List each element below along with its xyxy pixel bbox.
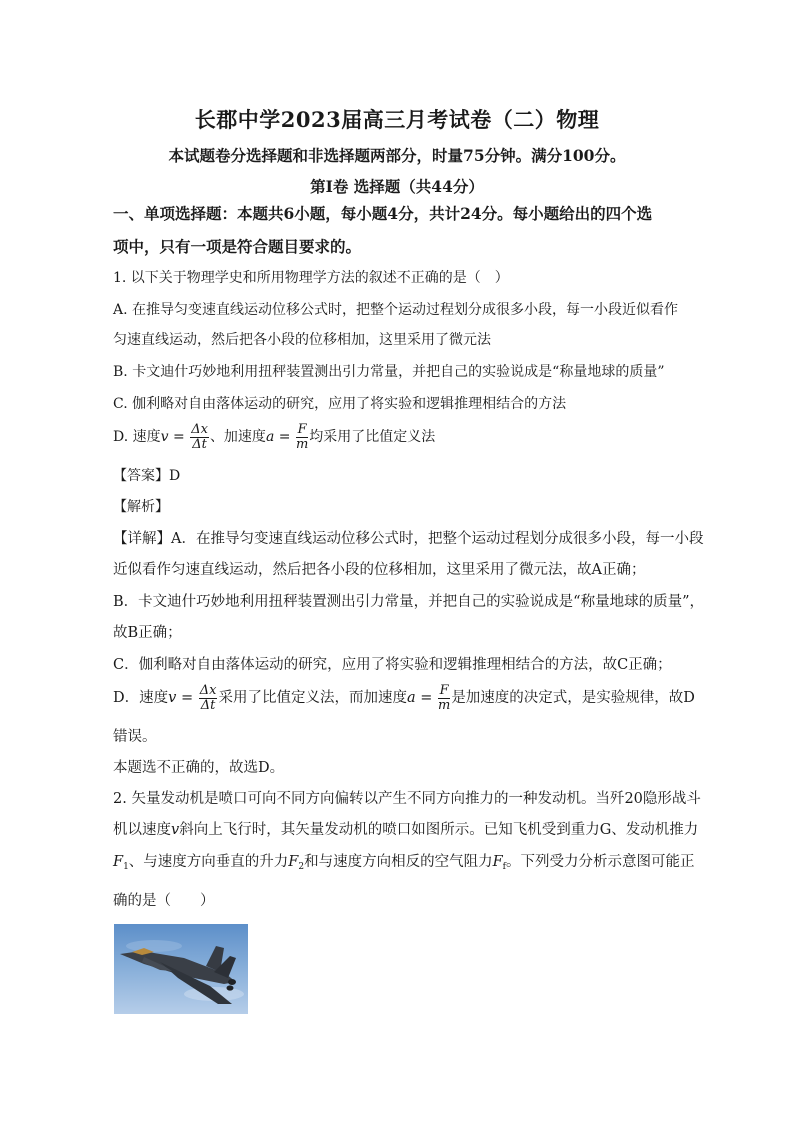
q2-force-Ff-sub: f [502, 862, 506, 872]
fraction-F: F [297, 421, 307, 437]
q2-stem-line1: 2. 矢量发动机是喷口可向不同方向偏转以产生不同方向推力的一种发动机。当歼20隐形战斗 [113, 791, 701, 807]
q1-option-a-line1: A. 在推导匀变速直线运动位移公式时，把整个运动过程划分成很多小段，每一小段近似看作 [113, 302, 679, 318]
q1-option-d-suffix: 均采用了比值定义法 [309, 429, 436, 445]
formula-eq: = [168, 429, 190, 445]
q2-stem-line3 [113, 852, 695, 877]
q2-line3-mid: 、与速度方向垂直的升力 [128, 854, 289, 870]
q2-force-F1-sub: 1 [123, 862, 129, 872]
answer-value: D [169, 468, 181, 484]
q1-analysis-tag: 【解析】 [113, 499, 169, 515]
q1-option-c: C. 伽利略对自由落体运动的研究，应用了将实验和逻辑推理相结合的方法 [113, 396, 567, 412]
q1-conclusion: 本题选不正确的，故选D。 [113, 760, 285, 776]
detail-fraction-F: F [439, 682, 449, 698]
q1-detail-a-line1 [113, 529, 704, 549]
section-heading-line2: 项中，只有一项是符合题目要求的。 [113, 237, 362, 256]
detail-formula-eq-2: = [415, 690, 437, 706]
detail-formula-eq: = [176, 690, 198, 706]
q1-stem: 1. 以下关于物理学史和所用物理学方法的叙述不正确的是（ ） [113, 270, 509, 286]
q2-line3-mid2: 和与速度方向相反的空气阻力 [304, 854, 493, 870]
detail-d-prefix: D．速度 [113, 690, 169, 706]
detail-formula-a: a [406, 690, 416, 706]
q2-force-F1: F [113, 854, 124, 870]
q1-option-b: B. 卡文迪什巧妙地利用扭秤装置测出引力常量，并把自己的实验说成是“称量地球的质量” [113, 364, 665, 380]
fighter-jet-icon [114, 924, 248, 1014]
answer-tag: 【答案】 [113, 468, 169, 484]
q2-stem-line4: 确的是（ ） [113, 893, 215, 909]
formula-v: v [160, 429, 169, 445]
q1-option-d-prefix: D. 速度 [113, 429, 161, 445]
section-heading-line1: 一、单项选择题：本题共6小题，每小题4分，共计24分。每小题给出的四个选 [113, 204, 653, 223]
q2-line2-prefix: 机以速度 [113, 822, 171, 838]
exam-subtitle: 本试题卷分选择题和非选择题两部分，时量75分钟。满分100分。 [168, 146, 626, 165]
q1-detail-b-line1: B．卡文迪什巧妙地利用扭秤装置测出引力常量，并把自己的实验说成是“称量地球的质量”， [113, 594, 704, 610]
j20-fighter-photo [114, 924, 248, 1014]
q2-force-F2: F [288, 854, 299, 870]
q1-detail-d [113, 681, 695, 715]
detail-fraction-acceleration [438, 684, 450, 713]
q2-force-F2-sub: 2 [298, 862, 305, 872]
part-heading: 第Ⅰ卷 选择题（共44分） [310, 177, 484, 196]
detail-formula-v: v [168, 690, 177, 706]
fraction-m: m [295, 436, 309, 452]
formula-eq-2: = [274, 429, 295, 445]
detail-tag: 【详解】 [113, 531, 171, 547]
detail-d-mid: 采用了比值定义法，而加速度 [218, 690, 407, 706]
detail-a-text: A．在推导匀变速直线运动位移公式时，把整个运动过程划分成很多小段，每一小段 [171, 531, 704, 547]
detail-fraction-dx: Δx [199, 682, 217, 698]
q1-detail-d-line2: 错误。 [113, 729, 157, 745]
fraction-dt: Δt [192, 436, 207, 452]
q1-option-a-line2: 匀速直线运动，然后把各小段的位移相加，这里采用了微元法 [113, 332, 491, 348]
q2-velocity-v: v [171, 822, 180, 838]
q2-line3-suffix: 。下列受力分析示意图可能正 [506, 854, 695, 870]
q1-detail-c: C．伽利略对自由落体运动的研究，应用了将实验和逻辑推理相结合的方法，故C正确； [113, 657, 672, 673]
fraction-acceleration [296, 423, 308, 452]
q1-option-d [113, 420, 685, 454]
exam-title: 长郡中学2023届高三月考试卷（二）物理 [194, 107, 600, 132]
fraction-velocity [190, 423, 209, 452]
q2-force-Ff: F [492, 854, 503, 870]
q1-answer [113, 466, 685, 486]
detail-d-suffix: 是加速度的决定式，是实验规律，故D [451, 690, 695, 706]
detail-fraction-m: m [437, 697, 451, 713]
q1-detail-b-line2: 故B正确； [113, 625, 182, 641]
q2-stem-line2 [113, 820, 699, 840]
detail-fraction-dt: Δt [200, 697, 216, 713]
q1-option-d-mid: 、加速度 [209, 429, 266, 445]
q1-detail-a-line2: 近似看作匀速直线运动，然后把各小段的位移相加，这里采用了微元法，故A正确； [113, 562, 646, 578]
detail-fraction-velocity [199, 684, 218, 713]
q2-line2-suffix: 斜向上飞行时，其矢量发动机的喷口如图所示。已知飞机受到重力G、发动机推力 [179, 822, 699, 838]
fraction-dx: Δx [191, 421, 208, 437]
formula-a: a [265, 429, 275, 445]
